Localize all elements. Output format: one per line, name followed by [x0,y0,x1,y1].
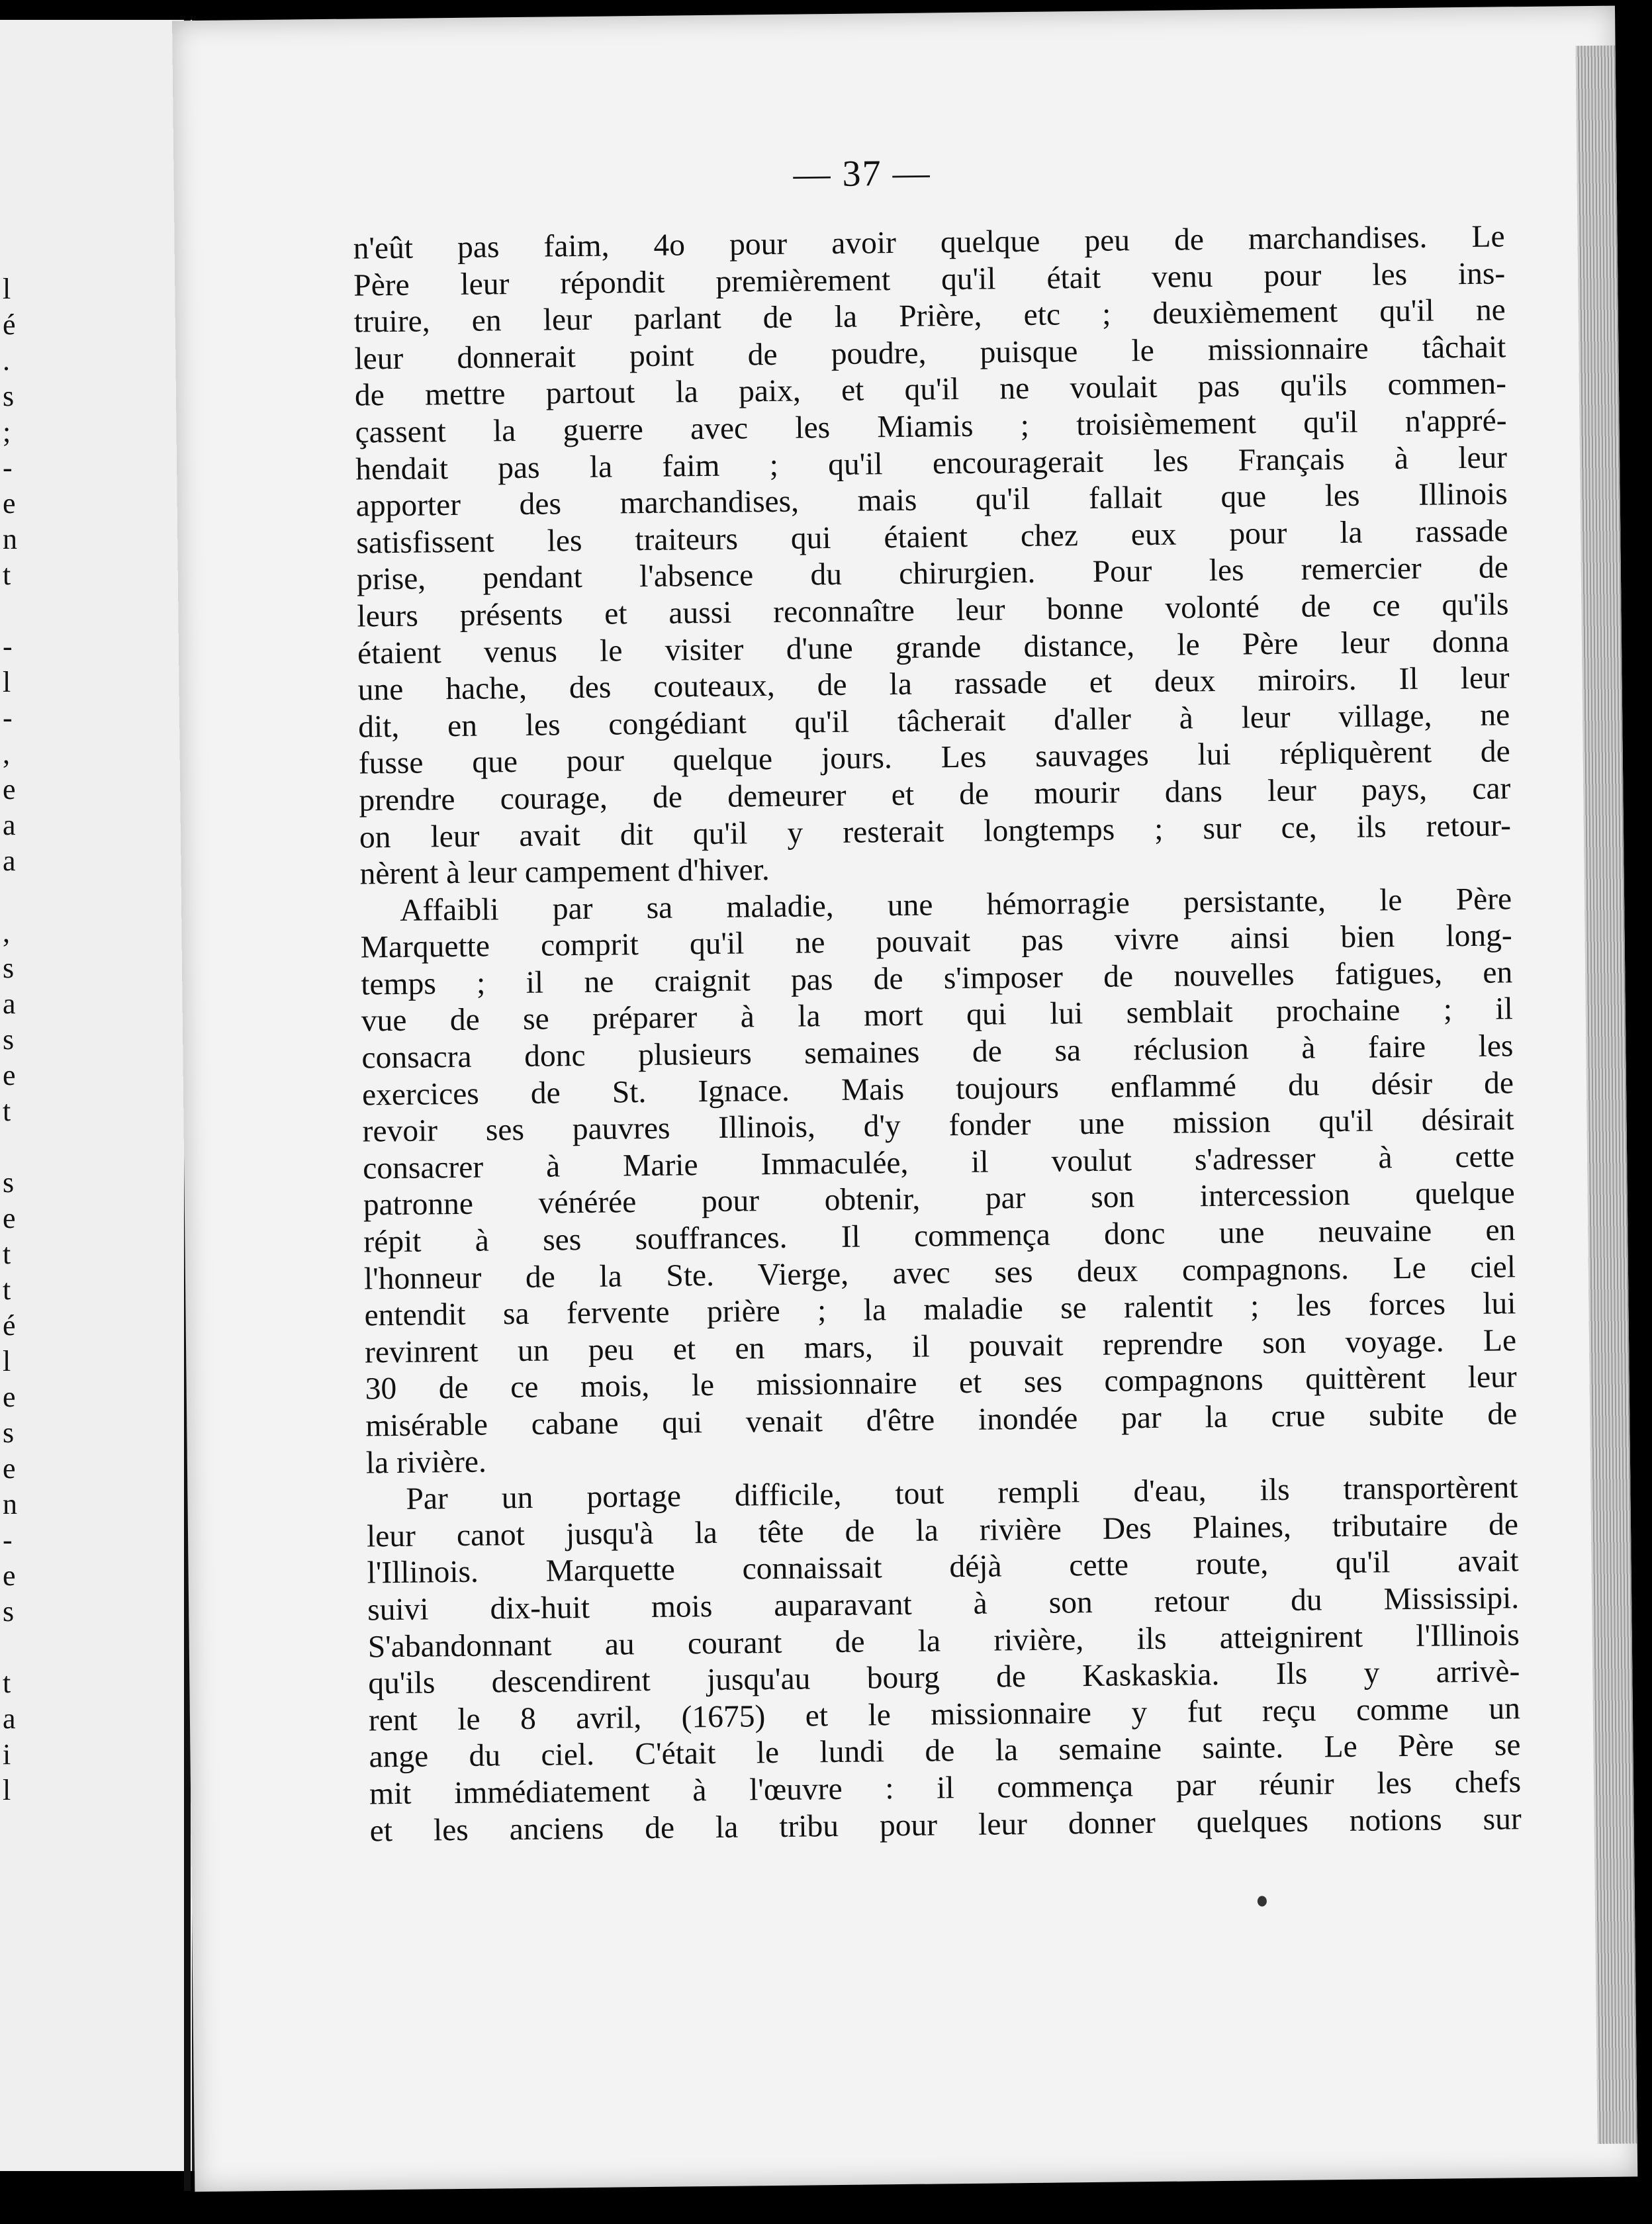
facing-page-char: . [3,344,10,377]
facing-page-char: e [3,1452,16,1485]
text-line: S'abandonnant au courant de la rivière, ils atteignirent l'Illinois [367,1617,1520,1665]
facing-page [0,20,195,2171]
text-line: exercices de St. Ignace. Mais toujours enflammé du désir de [361,1065,1514,1113]
page-stack-edge [1576,46,1637,2144]
facing-page-char: ; [3,416,11,448]
text-line: de mettre partout la paix, et qu'il ne voulait pas qu'ils commen- [354,366,1507,413]
facing-page-char [3,1630,29,1665]
text-line: suivi dix-huit mois auparavant à son retour du Mississipi. [367,1581,1520,1628]
text-line: rent le 8 avril, (1675) et le missionnaire y fut reçu comme un [368,1691,1521,1738]
text-line: vue de se préparer à la mort qui lui semblait prochaine ; il [361,992,1514,1039]
facing-page-char: s [3,1023,15,1056]
text-line: la rivière. [365,1444,487,1481]
facing-page-char: , [3,737,10,770]
facing-page-char: t [3,1667,11,1699]
facing-page-char: t [3,559,11,591]
facing-page-text-edge [3,271,29,1808]
book-page [172,6,1637,2192]
facing-page-char: é [3,308,16,341]
text-line: Par un portage difficile, tout rempli d'eau, ils transportèrent [406,1470,1518,1517]
text-line: entendit sa fervente prière ; la maladie se ralentit ; les forces lui [364,1286,1516,1333]
text-line: leurs présents et aussi reconnaître leur bonne volonté de ce qu'ils [357,587,1509,634]
text-line: hendait pas la faim ; qu'il encouragerait les Français à leur [355,440,1508,487]
page-number: — 37 — [793,152,931,195]
facing-page-char: i [3,1738,11,1771]
facing-page-char: e [3,1202,16,1234]
facing-page-char: e [3,1381,16,1413]
facing-page-char: e [3,1059,16,1091]
text-line: revoir ses pauvres Illinois, d'y fonder une mission qu'il désirait [362,1102,1514,1149]
text-line: ange du ciel. C'était le lundi de la semaine sainte. Le Père se [369,1728,1521,1775]
text-line: Marquette comprit qu'il ne pouvait pas vivre ainsi bien long- [360,918,1512,965]
text-line: on leur avait dit qu'il y resterait longtemps ; sur ce, ils retour- [359,808,1512,855]
facing-page-char: l [3,666,11,698]
facing-page-char: e [3,487,16,520]
text-line: dit, en les congédiant qu'il tâcherait d'aller à leur village, ne [357,698,1510,745]
text-line: une hache, des couteaux, de la rassade et deux miroirs. Il leur [357,661,1510,708]
body-text [353,218,1522,1849]
facing-page-char [3,593,29,629]
facing-page-char: a [3,1702,16,1735]
text-line: qu'ils descendirent jusqu'au bourg de Kaskaskia. Ils y arrivè- [368,1654,1520,1701]
text-line: fusse que pour quelque jours. Les sauvages lui répliquèrent de [358,734,1511,781]
text-line: temps ; il ne craignit pas de s'imposer de nouvelles fatigues, en [361,955,1513,1002]
text-line: truire, en leur parlant de la Prière, etc ; deuxièmement qu'il ne [353,293,1506,340]
text-line: 30 de ce mois, le missionnaire et ses compagnons quittèrent leur [365,1360,1517,1407]
facing-page-char: s [3,1595,15,1628]
facing-page-char: e [3,1559,16,1592]
text-line: revinrent un peu et en mars, il pouvait reprendre son voyage. Le [364,1323,1517,1370]
text-line: misérable cabane qui venait d'être inondée par la crue subite de [365,1397,1518,1444]
facing-page-char: , [3,916,10,949]
facing-page-char: a [3,988,16,1020]
text-line: Affaibli par sa maladie, une hémorragie persistante, le Père [399,881,1512,928]
facing-page-char: s [3,1416,15,1449]
facing-page-char: n [3,523,17,555]
facing-page-char: a [3,845,16,877]
text-line: Père leur répondit premièrement qu'il était venu pour les ins- [353,255,1506,303]
text-line: prendre courage, de demeurer et de mourir dans leur pays, car [359,771,1511,818]
facing-page-char: l [3,1345,11,1377]
facing-page-char: t [3,1274,11,1306]
text-line: consacrer à Marie Immaculée, il voulut s'adresser à cette [362,1139,1515,1186]
facing-page-char: t [3,1095,11,1127]
facing-page-char: e [3,773,16,806]
facing-page-char: s [3,1166,15,1199]
facing-page-char: n [3,1488,17,1520]
facing-page-char: a [3,809,16,841]
facing-page-char: é [3,1309,16,1342]
text-line: consacra donc plusieurs semaines de sa réclusion à faire les [361,1029,1514,1076]
text-line: patronne vénérée pour obtenir, par son intercession quelque [363,1176,1515,1223]
facing-page-char: l [3,273,11,305]
text-line: prise, pendant l'absence du chirurgien. Pour les remercier de [356,550,1509,597]
facing-page-char: s [3,952,15,984]
text-line: n'eût pas faim, 4o pour avoir quelque peu de marchandises. Le [353,219,1505,266]
facing-page-char: - [3,451,13,484]
facing-page-char [3,1129,29,1165]
facing-page-char: - [3,1524,13,1556]
text-line: mit immédiatement à l'œuvre : il commença par réunir les chefs [369,1765,1522,1812]
facing-page-char: - [3,630,13,663]
facing-page-char: - [3,702,13,734]
text-line: et les anciens de la tribu pour leur donner quelques notions sur [369,1801,1522,1848]
ink-speck [1258,1896,1267,1906]
text-line: nèrent à leur campement d'hiver. [359,853,770,892]
text-line: leur donnerait point de poudre, puisque le missionnaire tâchait [354,330,1506,377]
text-line: répit à ses souffrances. Il commença donc une neuvaine en [363,1213,1516,1260]
facing-page-char: t [3,1238,11,1270]
text-line: çassent la guerre avec les Miamis ; troisièmement qu'il n'appré- [355,403,1507,450]
text-line: leur canot jusqu'à la tête de la rivière Des Plaines, tributaire de [366,1507,1519,1554]
facing-page-char [3,879,29,915]
text-line: étaient venus le visiter d'une grande distance, le Père leur donna [357,624,1510,671]
facing-page-char: l [3,1774,11,1806]
text-line: apporter des marchandises, mais qu'il fallait que les Illinois [355,477,1508,524]
text-line: satisfissent les traiteurs qui étaient chez eux pour la rassade [356,514,1508,561]
text-line: l'Illinois. Marquette connaissait déjà cette route, qu'il avait [367,1544,1519,1591]
facing-page-char: s [3,380,15,412]
text-line: l'honneur de la Ste. Vierge, avec ses deux compagnons. Le ciel [363,1249,1516,1297]
